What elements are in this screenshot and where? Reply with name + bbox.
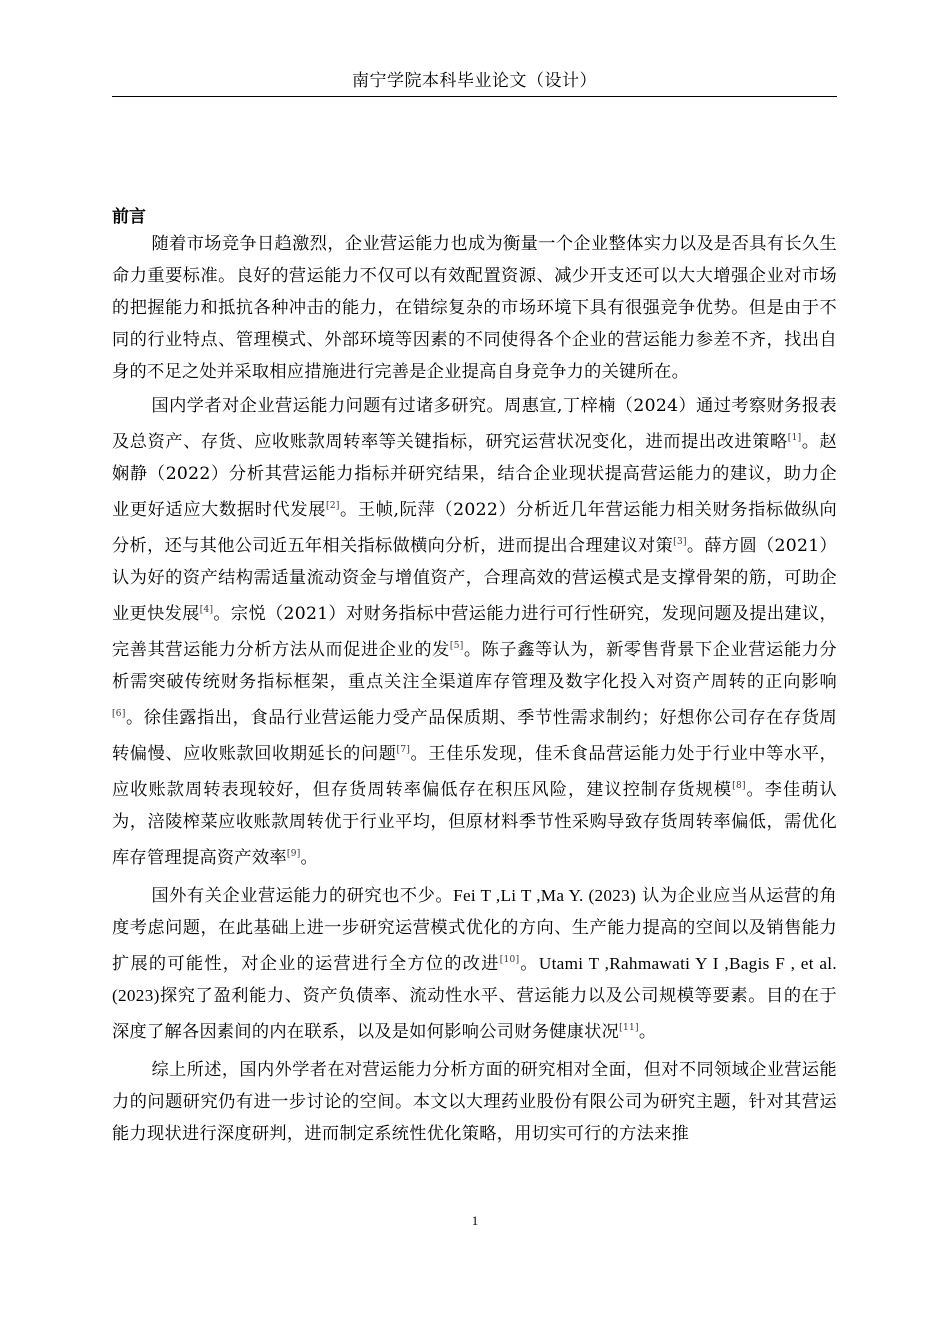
text-segment: 。 <box>519 954 539 974</box>
text-segment: 。陈子鑫等认为，新零售背景下企业营运能力分析需突破传统财务指标框架，重点关注全渠道库存管理及数字化投入对资产周转的正向影响 <box>112 640 837 692</box>
header-divider <box>112 96 837 97</box>
text-segment: 。 <box>638 1022 657 1042</box>
text-segment: 。赵娴静（2022）分析其营运能力指标并研究结果，结合企业现状提高营运能力的建议，助力企业更好适应大数据时代发展 <box>112 432 837 520</box>
citation-11: [11] <box>619 1023 639 1033</box>
text-segment: 国内学者对企业营运能力问题有过诸多研究。周惠宣,丁梓楠（2024）通过考察财务报表及总资产、存货、应收账款周转率等关键指标，研究运营状况变化，进而提出改进策略 <box>112 396 837 452</box>
citation-3: [3] <box>673 537 687 547</box>
paragraph-summary: 综上所述，国内外学者在对营运能力分析方面的研究相对全面，但对不同领域企业营运能力的问题研究仍有进一步讨论的空间。本文以大理药业股份有限公司为研究主题，针对其营运能力现状进行深度研判，进而制定系统性优化策略，用切实可行的方法来推 <box>112 1060 837 1144</box>
text-segment: 国外有关企业营运能力的研究也不少。 <box>151 886 454 906</box>
reference-author-utami: Utami T ,Rahmawati Y I ,Bagis F , et al.(2023) <box>112 954 837 1005</box>
citation-8: [8] <box>732 781 746 791</box>
citation-10: [10] <box>499 955 520 965</box>
citation-6: [6] <box>112 709 126 719</box>
citation-1: [1] <box>787 433 802 443</box>
citation-9: [9] <box>286 849 301 859</box>
text-segment: 。宗悦（2021）对财务指标中营运能力进行可行性研究，发现问题及提出建议，完善其营运能力分析方法从而促进企业的发 <box>112 604 837 660</box>
header-title: 南宁学院本科毕业论文（设计） <box>352 71 597 91</box>
paragraph-intro: 随着市场竞争日趋激烈，企业营运能力也成为衡量一个企业整体实力以及是否具有长久生命力重要标准。良好的营运能力不仅可以有效配置资源、减少开支还可以大大增强企业对市场的把握能力和抵抗各种冲击的能力，在错综复杂的市场环境下具有很强竞争优势。但是由于不同的行业特点、管理模式、外部环境等因素的不同使得各个企业的营运能力参差不齐，找出自身的不足之处并采取相应措施进行完善是企业提高自身竞争力的关键所在。 <box>112 234 837 382</box>
text-segment: 探究了盈利能力、资产负债率、流动性水平、营运能力以及公司规模等要素。目的在于深度了解各因素间的内在联系，以及是如何影响公司财务健康状况 <box>112 986 837 1042</box>
text-segment: 。薛方圆（2021）认为好的资产结构需适量流动资金与增值资产，合理高效的营运模式是支撑骨架的筋，可助企业更快发展 <box>112 536 837 624</box>
section-heading: 前言 <box>112 207 146 227</box>
body-text <box>112 228 837 1150</box>
text-segment: 。王佳乐发现，佳禾食品营运能力处于行业中等水平，应收账款周转表现较好，但存货周转率偏低存在积压风险，建议控制存货规模 <box>112 744 838 800</box>
citation-4: [4] <box>199 605 214 615</box>
text-segment: 。李佳萌认为，涪陵榨菜应收账款周转优于行业平均，但原材料季节性采购导致存货周转率偏低，需优化库存管理提高资产效率 <box>112 780 837 868</box>
text-segment: 。 <box>300 848 319 868</box>
reference-author-fei: Fei T ,Li T ,Ma Y. (2023) <box>453 886 637 905</box>
page-number: 1 <box>471 1213 479 1228</box>
citation-5: [5] <box>449 641 464 651</box>
paragraph-domestic-research <box>112 390 837 874</box>
text-segment: 认为企业应当从运营的角度考虑问题，在此基础上进一步研究运营模式优化的方向、生产能力提高的空间以及销售能力扩展的可能性，对企业的运营进行全方位的改进 <box>112 886 837 974</box>
paragraph-foreign-research <box>112 880 837 1048</box>
citation-7: [7] <box>396 745 411 755</box>
citation-2: [2] <box>326 501 340 511</box>
text-segment: 。王帧,阮萍（2022）分析近几年营运能力相关财务指标做纵向分析，还与其他公司近五年相关指标做横向分析，进而提出合理建议对策 <box>112 500 837 556</box>
text-segment: 。徐佳露指出，食品行业营运能力受产品保质期、季节性需求制约；好想你公司存在存货周转偏慢、应收账款回收期延长的问题 <box>112 708 837 764</box>
